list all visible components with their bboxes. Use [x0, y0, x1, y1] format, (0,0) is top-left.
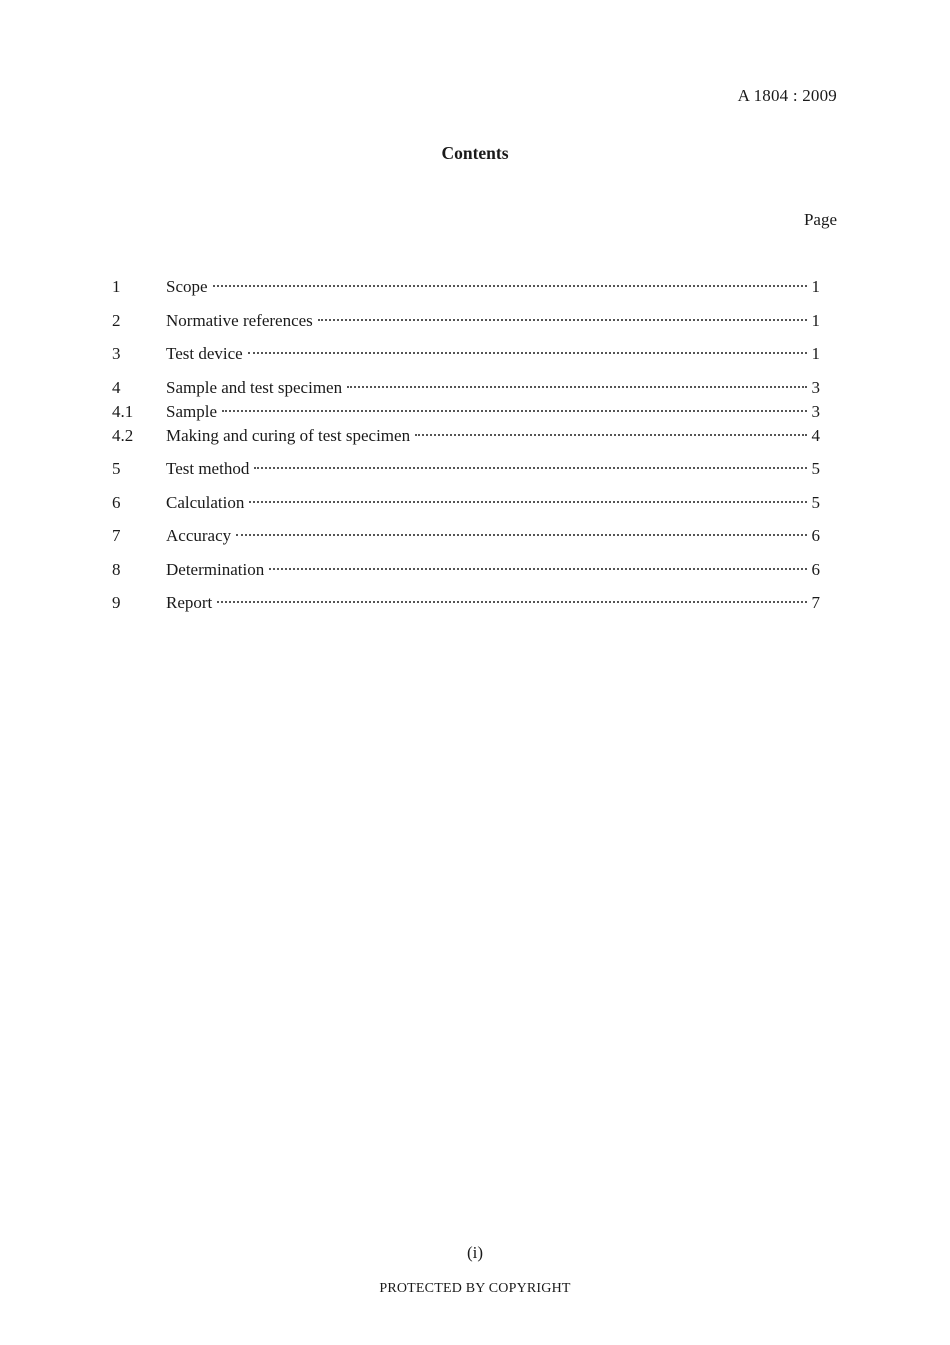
toc-entry-8[interactable] — [112, 558, 820, 582]
toc-entry-page: 3 — [811, 401, 820, 421]
dot-leader — [254, 466, 807, 469]
toc-entry-page: 5 — [811, 459, 820, 478]
copyright-notice: PROTECTED BY COPYRIGHT — [379, 1281, 571, 1296]
toc-entry-9[interactable] — [112, 591, 820, 615]
dot-leader — [236, 533, 807, 536]
toc-entry-title: Test device — [166, 344, 243, 363]
toc-entry-page: 7 — [811, 593, 820, 612]
dot-leader — [415, 433, 807, 436]
toc-entry-title: Making and curing of test specimen — [166, 425, 411, 445]
dot-leader — [347, 385, 807, 388]
toc-entry-number: 7 — [112, 526, 121, 545]
toc-entry-page: 1 — [811, 277, 820, 296]
toc-entry-number: 2 — [112, 310, 121, 330]
toc-entry-number: 9 — [112, 593, 121, 612]
toc-entry-page: 6 — [811, 526, 820, 545]
contents-title: Contents — [441, 143, 509, 163]
dot-leader — [217, 600, 807, 603]
toc-entry-page: 1 — [811, 344, 820, 363]
toc-entry-title: Sample — [166, 401, 217, 421]
dot-leader — [318, 318, 807, 321]
toc-entry-6[interactable] — [112, 491, 820, 515]
toc-entry-4[interactable] — [112, 376, 820, 400]
toc-entry-title: Scope — [166, 277, 208, 296]
toc-entry-4-1[interactable] — [112, 400, 820, 424]
toc-entry-number: 4 — [112, 377, 121, 397]
page-column-label: Page — [803, 210, 837, 229]
toc-entry-number: 1 — [112, 277, 121, 296]
toc-entry-7[interactable] — [112, 524, 820, 548]
toc-entry-title: Determination — [166, 559, 265, 579]
table-of-contents — [112, 275, 820, 615]
toc-entry-title: Calculation — [166, 492, 245, 512]
dot-leader — [222, 409, 807, 412]
toc-entry-number: 8 — [112, 559, 121, 579]
toc-entry-number: 6 — [112, 492, 121, 512]
toc-entry-number: 4.2 — [112, 425, 134, 445]
dot-leader — [248, 351, 807, 354]
toc-entry-page: 4 — [811, 425, 820, 445]
toc-entry-page: 6 — [811, 559, 820, 579]
toc-entry-5[interactable] — [112, 457, 820, 481]
dot-leader — [213, 284, 807, 287]
toc-entry-2[interactable] — [112, 309, 820, 333]
toc-entry-3[interactable] — [112, 342, 820, 366]
toc-entry-title: Sample and test specimen — [166, 377, 343, 397]
toc-entry-number: 5 — [112, 459, 121, 478]
footer-page-number: (i) — [466, 1243, 484, 1262]
toc-entry-title: Normative references — [166, 310, 313, 330]
dot-leader — [269, 567, 807, 570]
toc-entry-title: Accuracy — [166, 526, 232, 545]
toc-entry-title: Report — [166, 593, 213, 612]
toc-entry-page: 3 — [811, 377, 820, 397]
dot-leader — [249, 500, 807, 503]
toc-entry-title: Test method — [166, 459, 250, 478]
toc-entry-1[interactable] — [112, 275, 820, 299]
toc-entry-page: 5 — [811, 492, 820, 512]
toc-entry-number: 3 — [112, 344, 121, 363]
toc-entry-page: 1 — [811, 310, 820, 330]
toc-entry-4-2[interactable] — [112, 424, 820, 448]
toc-entry-number: 4.1 — [112, 401, 134, 421]
standard-number: A 1804 : 2009 — [737, 86, 837, 105]
